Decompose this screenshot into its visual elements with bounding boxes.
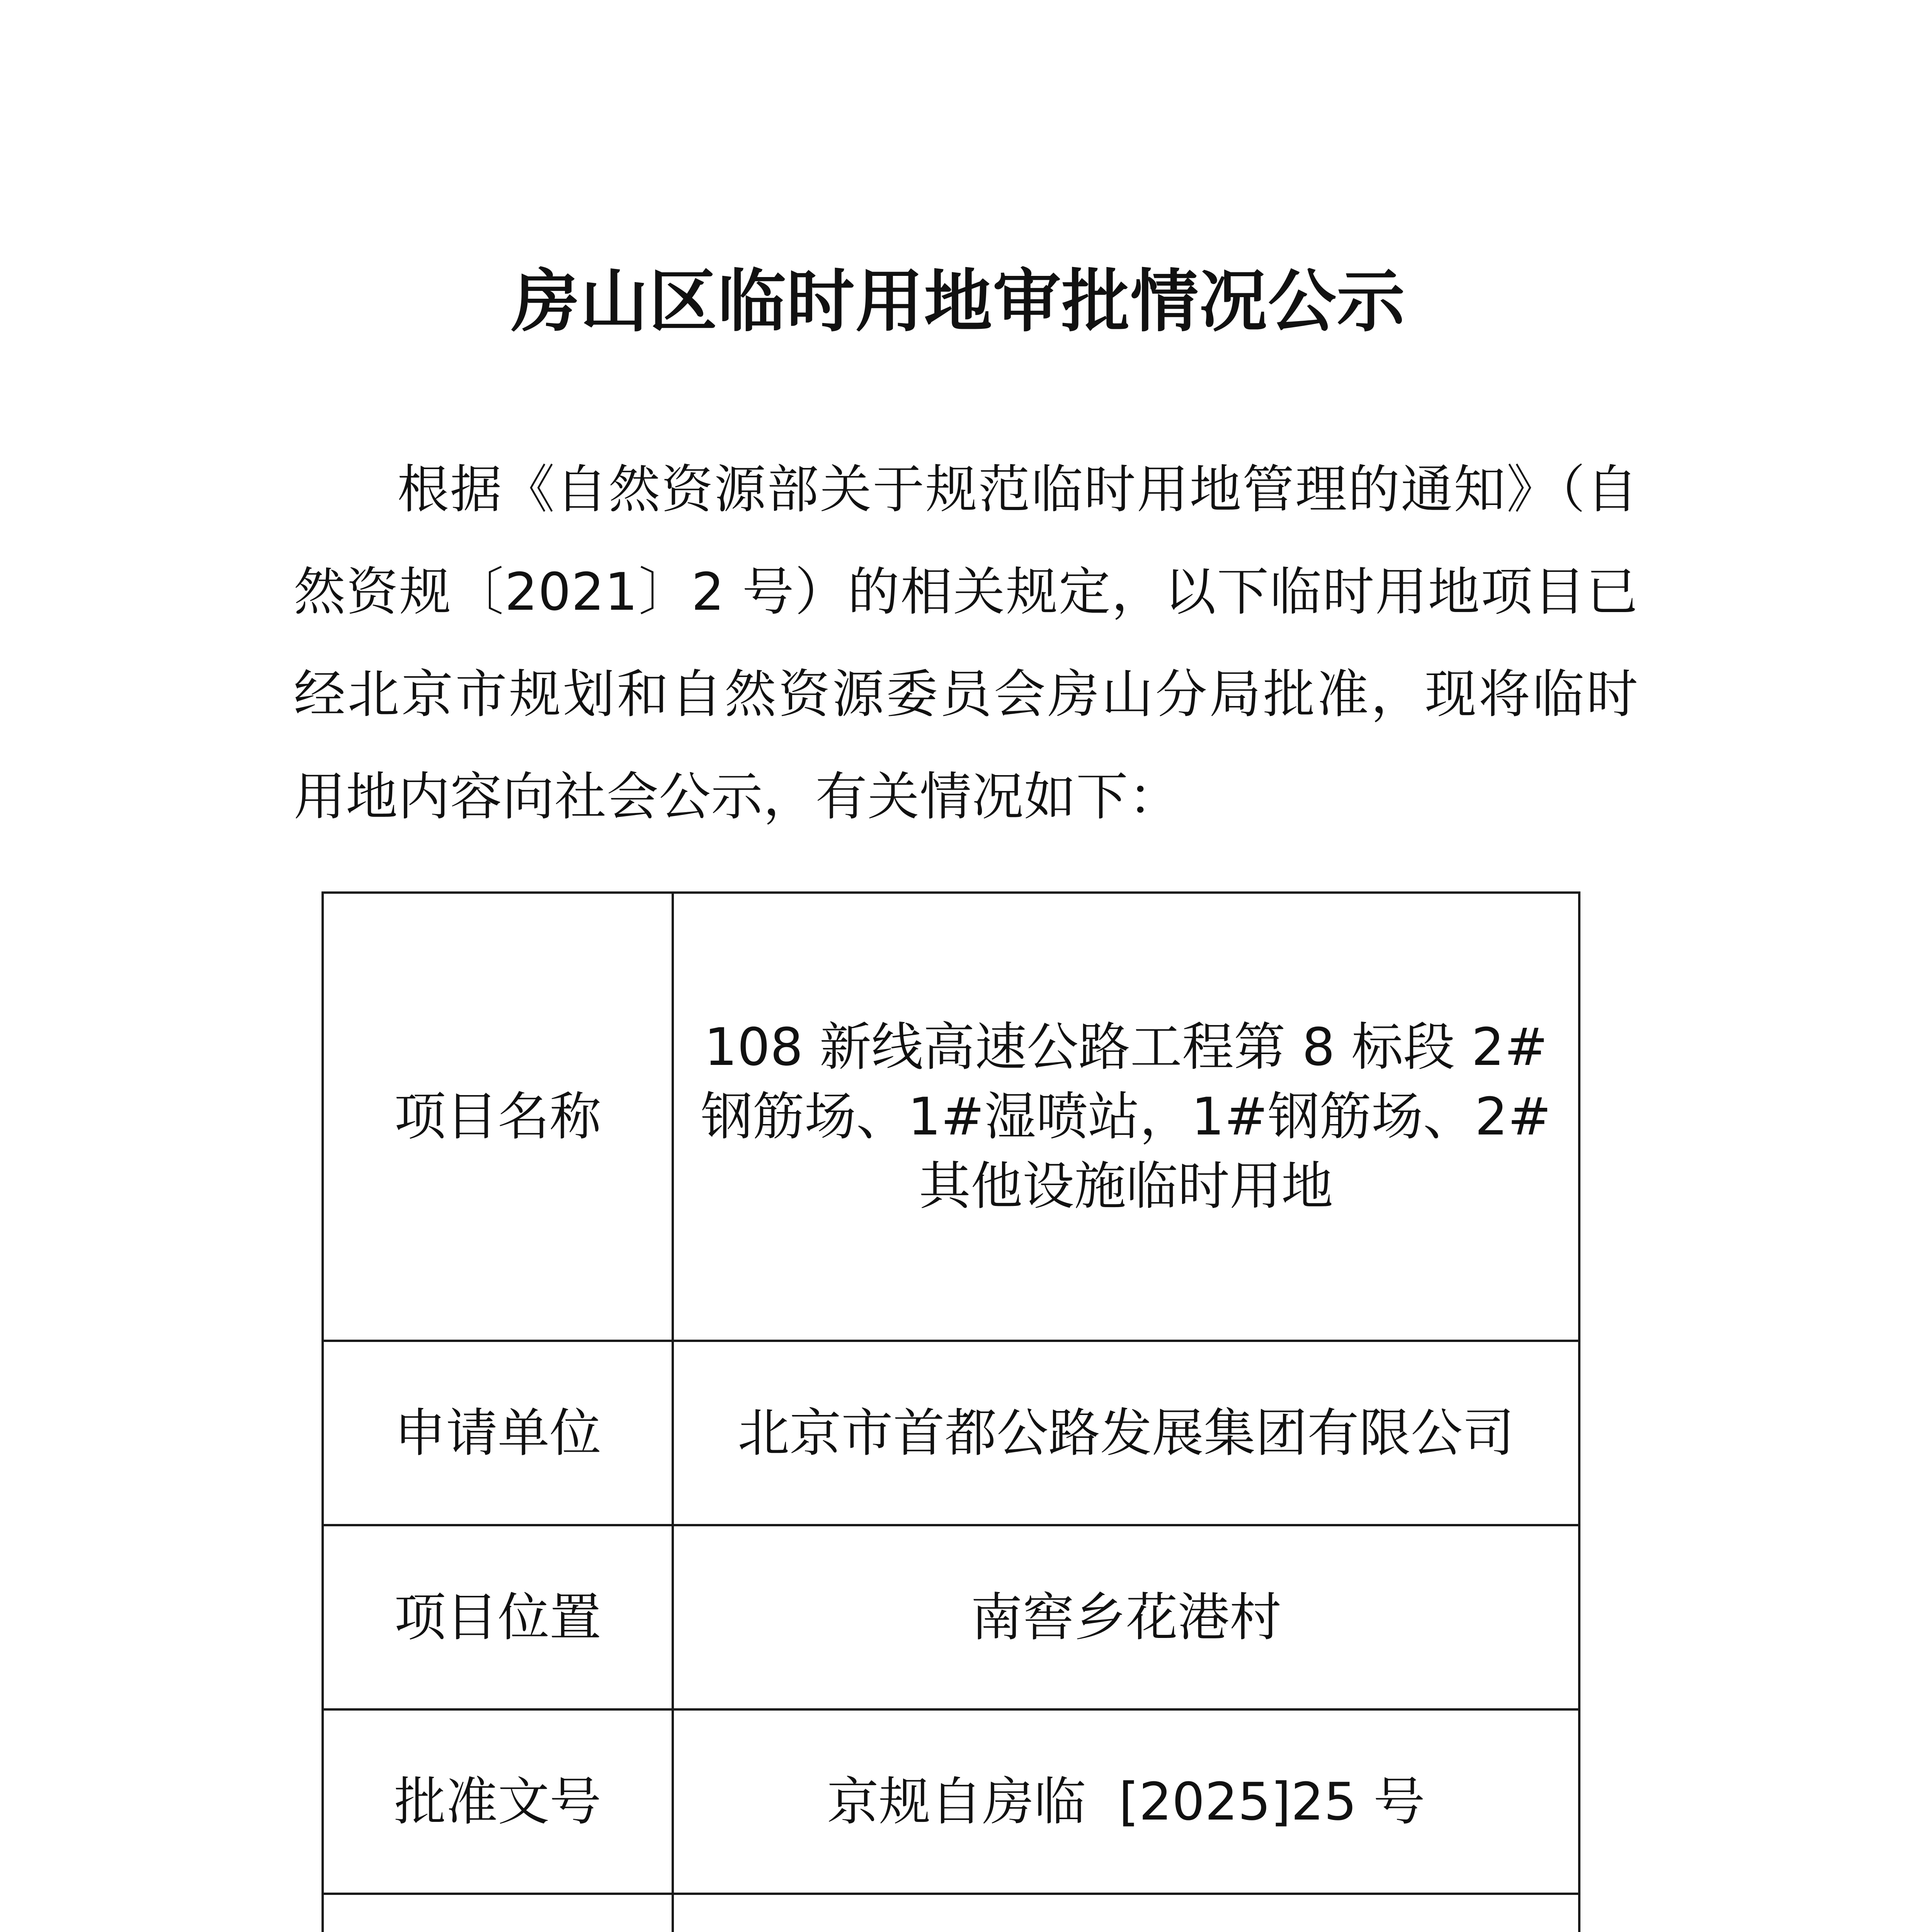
- approval-number-value: 京规自房临 [2025]25 号: [673, 1709, 1579, 1894]
- table-row-location: [323, 1525, 1579, 1709]
- table-row-project-name: [323, 893, 1579, 1341]
- location-value: 南窖乡花港村: [673, 1525, 1579, 1709]
- table-row-applicant: [323, 1341, 1579, 1525]
- project-name-label: 项目名称: [323, 893, 673, 1341]
- approval-info-table: [321, 891, 1580, 1932]
- applicant-value: 北京市首都公路发展集团有限公司: [673, 1341, 1579, 1525]
- approved-area-label: [323, 1894, 673, 1932]
- approval-number-label: 批准文号: [323, 1709, 673, 1894]
- location-label: 项目位置: [323, 1525, 673, 1709]
- intro-paragraph: 根据《自然资源部关于规范临时用地管理的通知》（自然资规〔2021〕2 号）的相关规定，以下临时用地项目已经北京市规划和自然资源委员会房山分局批准，现将临时用地内容向社会公示，有关情况如下：: [294, 459, 1638, 827]
- table-row-approved-area: [323, 1894, 1579, 1932]
- page-title: 房山区临时用地审批情况公示: [511, 261, 1406, 341]
- project-name-value: 108 新线高速公路工程第 8 标段 2#钢筋场、1#湿喷站，1#钢筋场、2#其他设施临时用地: [673, 893, 1579, 1341]
- applicant-label: 申请单位: [323, 1341, 673, 1525]
- table-row-approval-number: [323, 1709, 1579, 1894]
- approved-area-value: [673, 1894, 1579, 1932]
